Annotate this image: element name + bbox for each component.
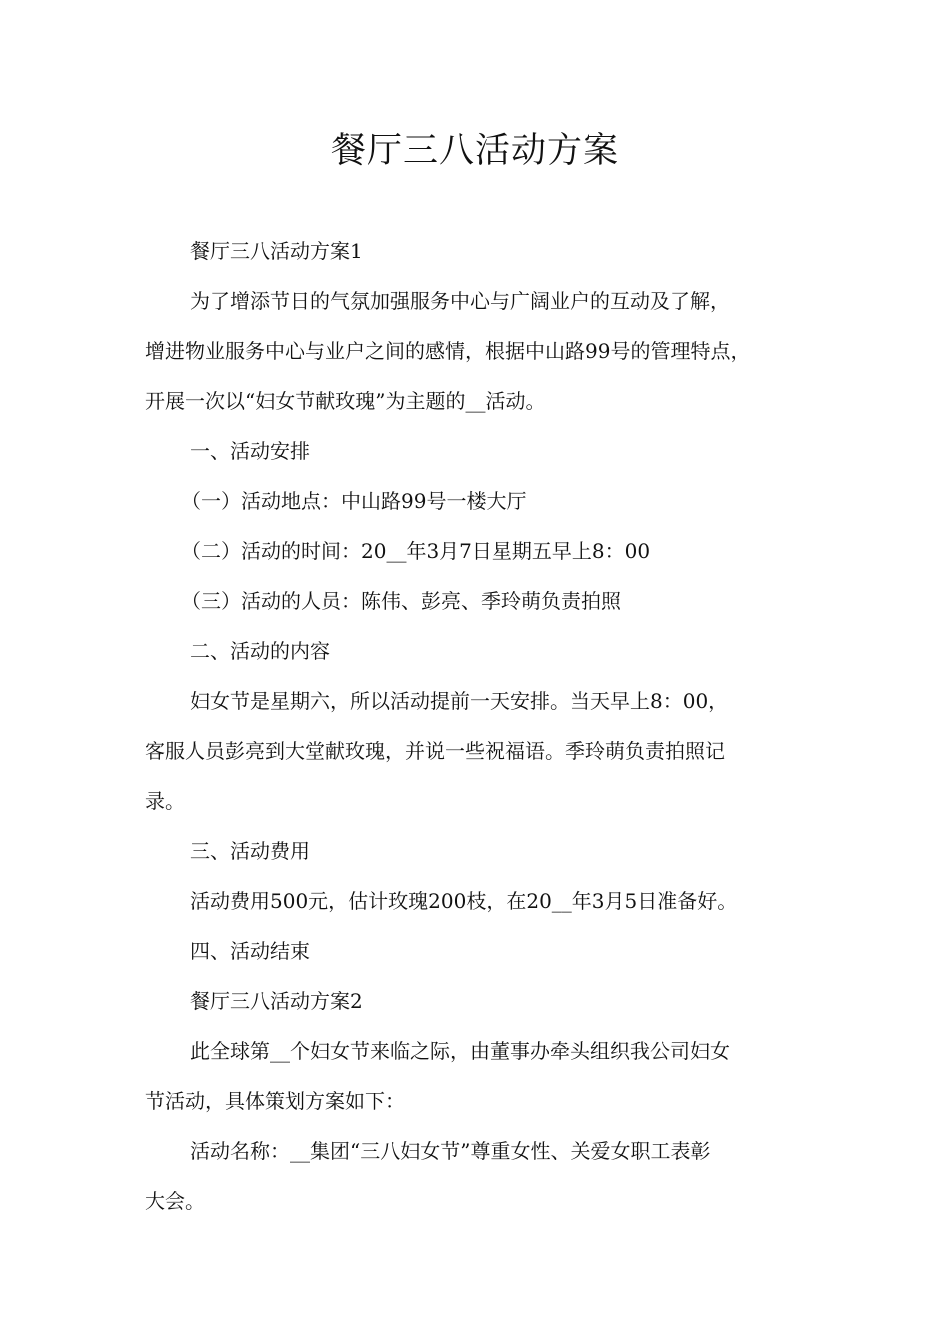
content-paragraph-line-1: 妇女节是星期六，所以活动提前一天安排。当天早上8：00，: [190, 689, 729, 713]
section-heading-plan-1: 餐厅三八活动方案1: [190, 239, 363, 263]
document-body: [145, 226, 825, 1226]
cost-paragraph: 活动费用500元，估计玫瑰200枝，在20__年3月5日准备好。: [190, 889, 738, 913]
plan2-paragraph-line-2: 节活动，具体策划方案如下：: [145, 1089, 405, 1113]
heading-activity-arrangement: 一、活动安排: [190, 439, 310, 463]
heading-activity-cost: 三、活动费用: [190, 839, 310, 863]
section-heading-plan-2: 餐厅三八活动方案2: [190, 989, 363, 1013]
heading-activity-end: 四、活动结束: [190, 939, 310, 963]
activity-name-line-2: 大会。: [145, 1189, 205, 1213]
plan2-paragraph-line-1: 此全球第__个妇女节来临之际，由董事办牵头组织我公司妇女: [190, 1039, 730, 1063]
intro-paragraph-line-1: 为了增添节日的气氛加强服务中心与广阔业户的互动及了解，: [190, 289, 730, 313]
document-title: 餐厅三八活动方案: [330, 131, 619, 171]
intro-paragraph-line-3: 开展一次以“妇女节献玫瑰”为主题的__活动。: [145, 389, 546, 413]
heading-activity-content: 二、活动的内容: [190, 639, 330, 663]
item-activity-time: （二）活动的时间：20__年3月7日星期五早上8：00: [181, 539, 651, 563]
content-paragraph-line-3: 录。: [145, 789, 185, 813]
content-paragraph-line-2: 客服人员彭亮到大堂献玫瑰，并说一些祝福语。季玲萌负责拍照记: [145, 739, 725, 763]
intro-paragraph-line-2: 增进物业服务中心与业户之间的感情，根据中山路99号的管理特点，: [145, 339, 751, 363]
item-activity-location: （一）活动地点：中山路99号一楼大厅: [181, 489, 527, 513]
activity-name-line-1: 活动名称：__集团“三八妇女节”尊重女性、关爱女职工表彰: [190, 1139, 711, 1163]
item-activity-staff: （三）活动的人员：陈伟、彭亮、季玲萌负责拍照: [181, 589, 621, 613]
